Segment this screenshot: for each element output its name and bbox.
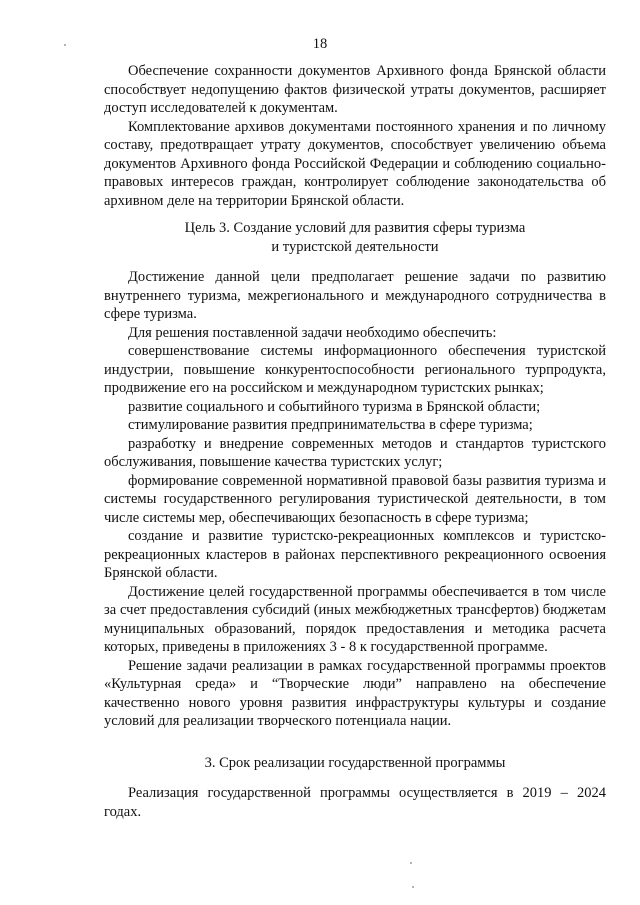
list-item-service-standards: разработку и внедрение современных методов и стандартов туристского обслуживания, повышение качества туристских услуг;: [104, 435, 606, 470]
scan-speck: [412, 886, 414, 888]
paragraph-archive-acquisition: Комплектование архивов документами постоянного хранения и по личному составу, предотвращает утрату документов, способствует увеличению объема документов Архивного фонда Российской Федерации и соблюдению социально-правовых интересов граждан, контролирует соблюдение законодательства об архивном деле на территории Брянской области.: [104, 118, 606, 209]
list-item-social-tourism: развитие социального и событийного туризма в Брянской области;: [128, 398, 541, 415]
intro-section: [104, 62, 606, 210]
paragraph-program-term: Реализация государственной программы осуществляется в 2019 – 2024 годах.: [104, 785, 606, 820]
paragraph-archive-preservation: Обеспечение сохранности документов Архивного фонда Брянской области способствует недопущению фактов физической утраты документов, расширяет доступ исследователей к документам.: [104, 63, 606, 116]
section-heading: 3. Срок реализации государственной программы: [204, 755, 506, 771]
paragraph-projects: Решение задачи реализации в рамках государственной программы проектов «Культурная среда» и “Творческие люди” направлено на обеспечение качественно нового уровня развития инфраструктуры культуры и создание условий для реализации творческого потенциала нации.: [104, 657, 606, 729]
goal-heading-line-1: Цель 3. Создание условий для развития сферы туризма: [184, 220, 526, 236]
scan-speck: [64, 44, 66, 46]
list-item-legal-framework: формирование современной нормативной правовой базы развития туризма и системы государственного регулирования туристической деятельности, в том числе системы мер, обеспечивающих безопасность в сфере туризма;: [104, 472, 606, 526]
paragraph-goal-intro: Достижение данной цели предполагает решение задачи по развитию внутреннего туризма, межрегионального и международного сотрудничества в сфере туризма.: [104, 269, 606, 322]
list-item-recreation-complexes: создание и развитие туристско-рекреационных комплексов и туристско-рекреационных кластеров в районах перспективного рекреационного освоения Брянской области.: [104, 528, 606, 581]
term-section: [104, 784, 606, 821]
paragraph-subsidies: Достижение целей государственной программы обеспечивается в том числе за счет предоставления субсидий (иных межбюджетных трансфертов) бюджетам муниципальных образований, порядок предоставления и методика расчета которых, приведены в приложениях 3 - 8 к государственной программе.: [104, 583, 606, 655]
scan-speck: [410, 862, 412, 864]
goal-heading-line-2: и туристской деятельности: [271, 238, 439, 255]
list-item-entrepreneurship: стимулирование развития предпринимательства в сфере туризма;: [128, 417, 533, 433]
section-heading-container: [104, 754, 606, 773]
goal-heading: [104, 219, 606, 256]
paragraph-task-intro: Для решения поставленной задачи необходимо обеспечить:: [128, 324, 497, 341]
goal-section: [104, 268, 606, 731]
page-number: 18: [312, 36, 328, 52]
list-item-information-system: совершенствование системы информационного обеспечения туристской индустрии, повышение конкурентоспособности регионального турпродукта, продвижение его на российском и международном туристских рынках;: [104, 343, 606, 396]
